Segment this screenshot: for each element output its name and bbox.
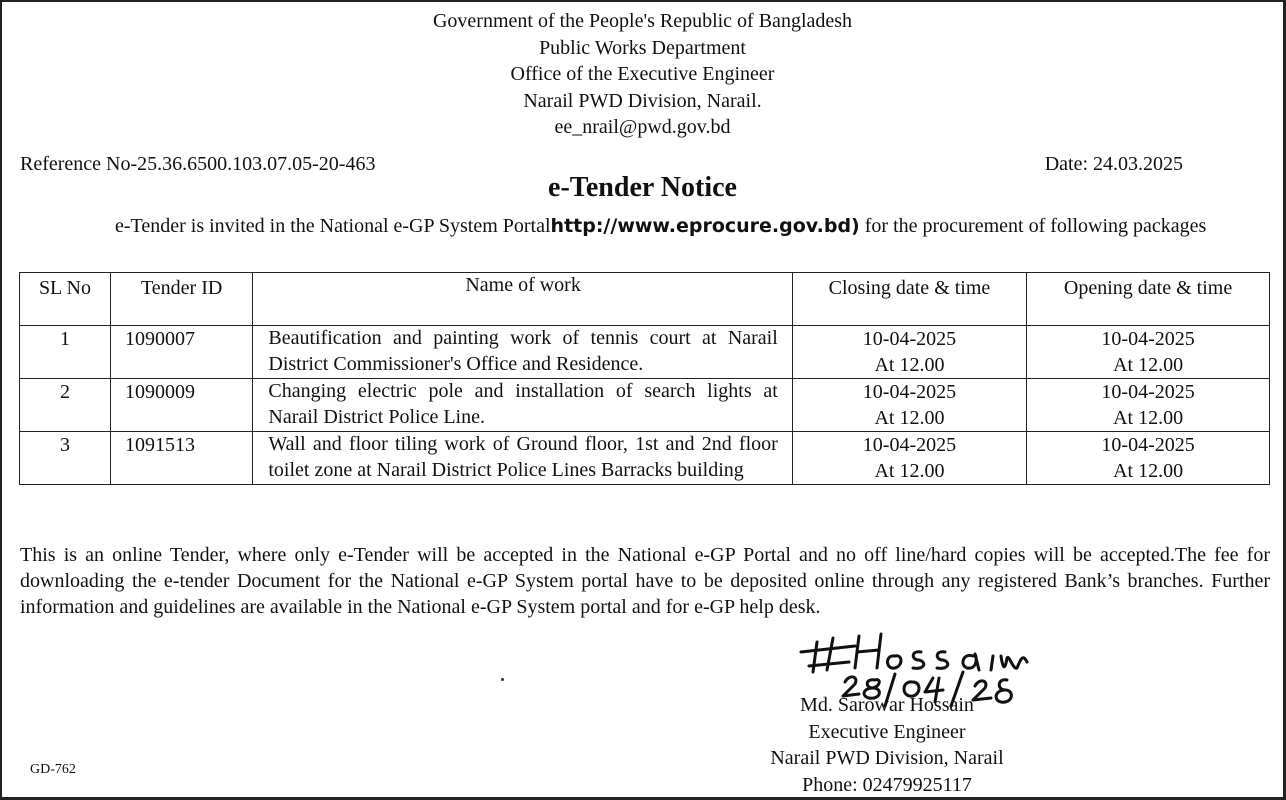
office-name: Office of the Executive Engineer [510,63,775,85]
closing-date: 10-04-2025 [862,328,957,350]
header-opening: Opening date & time [1027,273,1270,326]
row-tender-id: 1090007 [110,326,252,379]
row-closing [792,379,1026,432]
speck-mark [501,678,504,681]
row-opening [1027,432,1270,485]
row-sl: 3 [20,432,111,485]
opening-date: 10-04-2025 [1101,328,1195,350]
signatory-phone: Phone: 02479925117 [802,773,972,796]
header-closing: Closing date & time [792,273,1026,326]
opening-time: At 12.00 [1113,353,1184,376]
eprocure-link[interactable]: http://www.eprocure.gov.bd) [550,215,860,237]
closing-time: At 12.00 [874,459,945,482]
closing-date: 10-04-2025 [862,434,957,456]
row-name-of-work: Beautification and painting work of tennis court at Narail District Commissioner's Office and Residence. [253,326,792,379]
intro-paragraph [20,213,1270,239]
table-header-row [20,273,1270,326]
row-closing [792,326,1026,379]
table-row [20,379,1270,432]
tender-table [19,272,1270,485]
closing-date: 10-04-2025 [862,381,957,403]
row-sl: 1 [20,326,111,379]
tender-conditions: This is an online Tender, where only e-Tender will be accepted in the National e-GP Portal and no off line/hard copies will be accepted.The fee for downloading the e-tender Document for the National e-GP System portal have to be deposited online through any registered Bank’s branches. Further information and guidelines are available in the National e-GP System portal and for e-GP help desk. [20,544,1270,618]
signatory-name: Md. Sarowar Hossain [800,694,974,716]
notice-date: Date: 24.03.2025 [1044,153,1183,175]
signatory-office: Narail PWD Division, Narail [770,747,1004,769]
opening-time: At 12.00 [1113,459,1184,482]
letterhead [2,8,1283,141]
row-sl: 2 [20,379,111,432]
gd-code: GD-762 [30,762,76,777]
intro-text-after: for the procurement of following packages [859,215,1207,237]
government-name: Government of the People's Republic of Bangladesh [432,10,853,32]
opening-date: 10-04-2025 [1101,381,1195,403]
reference-number: Reference No-25.36.6500.103.07.05-20-463 [20,153,376,175]
row-name-of-work: Wall and floor tiling work of Ground floor, 1st and 2nd floor toilet zone at Narail District Police Lines Barracks building [253,432,792,485]
header-tender-id: Tender ID [110,273,252,326]
department-name: Public Works Department [539,36,746,59]
header-name-of-work: Name of work [253,273,792,326]
table-row [20,432,1270,485]
row-opening [1027,379,1270,432]
row-closing [792,432,1026,485]
row-tender-id: 1090009 [110,379,252,432]
office-email: ee_nrail@pwd.gov.bd [554,116,731,138]
division-name: Narail PWD Division, Narail. [523,89,762,112]
row-opening [1027,326,1270,379]
row-tender-id: 1091513 [110,432,252,485]
table-row [20,326,1270,379]
opening-time: At 12.00 [1113,406,1184,429]
signatory-block [732,692,1042,798]
page-title: e-Tender Notice [548,172,737,203]
signatory-designation: Executive Engineer [808,720,966,743]
row-name-of-work: Changing electric pole and installation of search lights at Narail District Police Line. [253,379,792,432]
closing-time: At 12.00 [874,406,945,429]
opening-date: 10-04-2025 [1101,434,1195,456]
closing-time: At 12.00 [874,353,945,376]
header-sl-no: SL No [20,273,111,326]
intro-text-before: e-Tender is invited in the National e-GP System Portal [115,215,551,237]
